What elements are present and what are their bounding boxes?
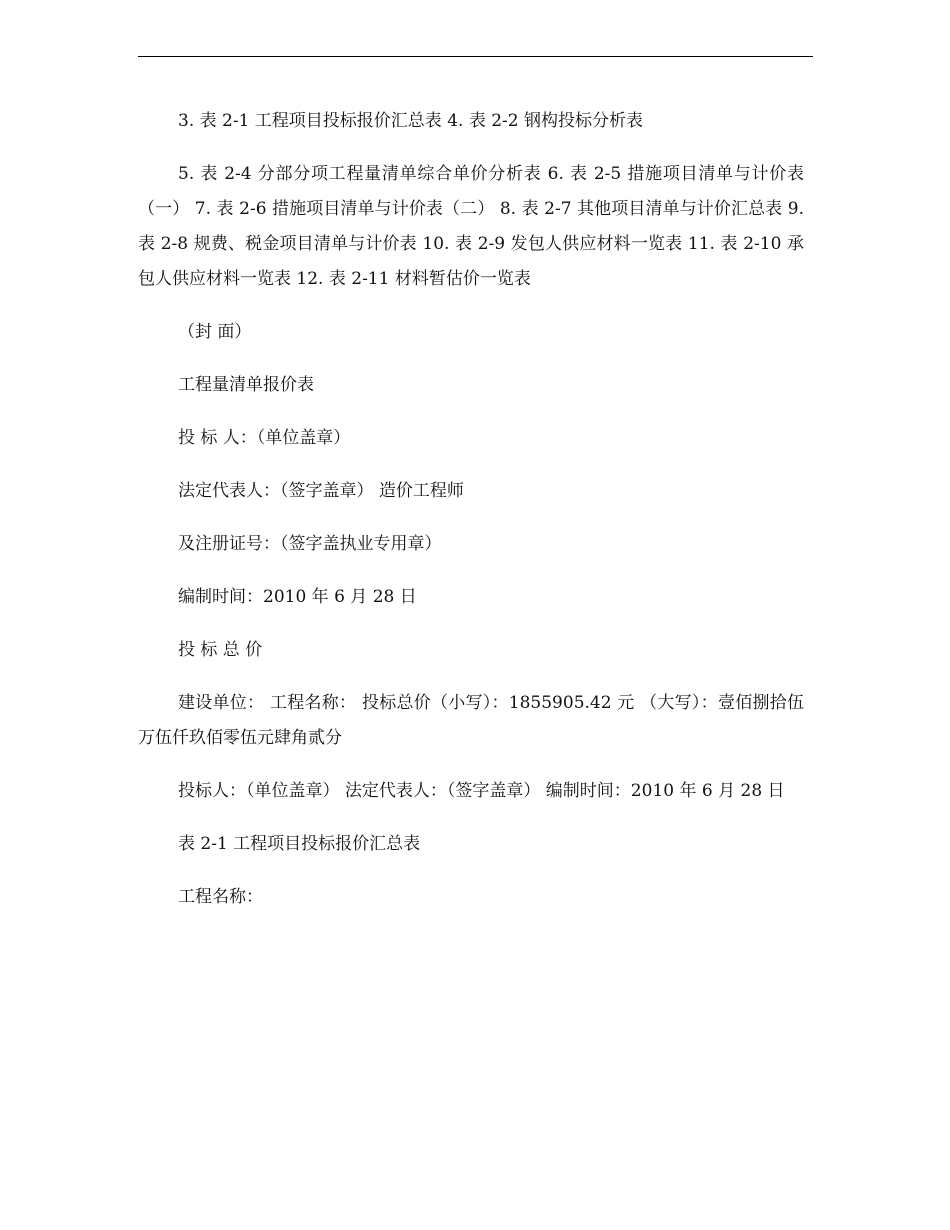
paragraph-toc-part2: 5. 表 2-4 分部分项工程量清单综合单价分析表 6. 表 2-5 措施项目清单与计价表（一） 7. 表 2-6 措施项目清单与计价表（二） 8. 表 2-7 其他项目清单与计价汇总表 9. 表 2-8 规费、税金项目清单与计价表 10. 表 2-9 发包人供应材料一览表 11. 表 2-10 承包人供应材料一览表 12. 表 2-11 材料暂估价一览表 [138,164,804,289]
paragraph-total-heading: 投 标 总 价 [178,640,263,660]
paragraph-table-title: 表 2-1 工程项目投标报价汇总表 [178,834,421,854]
header-rule [138,56,813,57]
paragraph-toc-part1: 3. 表 2-1 工程项目投标报价汇总表 4. 表 2-2 钢构投标分析表 [178,111,644,131]
paragraph-legal-rep: 法定代表人：（签字盖章） 造价工程师 [178,481,464,501]
paragraph-signature-line: 投标人：（单位盖章） 法定代表人：（签字盖章） 编制时间：2010 年 6 月 28 日 [178,781,785,801]
paragraph-compile-date: 编制时间：2010 年 6 月 28 日 [178,587,417,607]
paragraph-cover-label: （封 面） [178,322,252,342]
paragraph-registration: 及注册证号：（签字盖执业专用章） [178,534,442,554]
document-body [138,104,804,915]
paragraph-project-name: 工程名称： [178,887,263,907]
paragraph-title: 工程量清单报价表 [178,375,314,395]
paragraph-bidder: 投 标 人：（单位盖章） [178,428,351,448]
paragraph-total-price: 建设单位： 工程名称： 投标总价（小写）：1855905.42 元 （大写）：壹佰捌拾伍万伍仟玖佰零伍元肆角贰分 [138,693,804,748]
